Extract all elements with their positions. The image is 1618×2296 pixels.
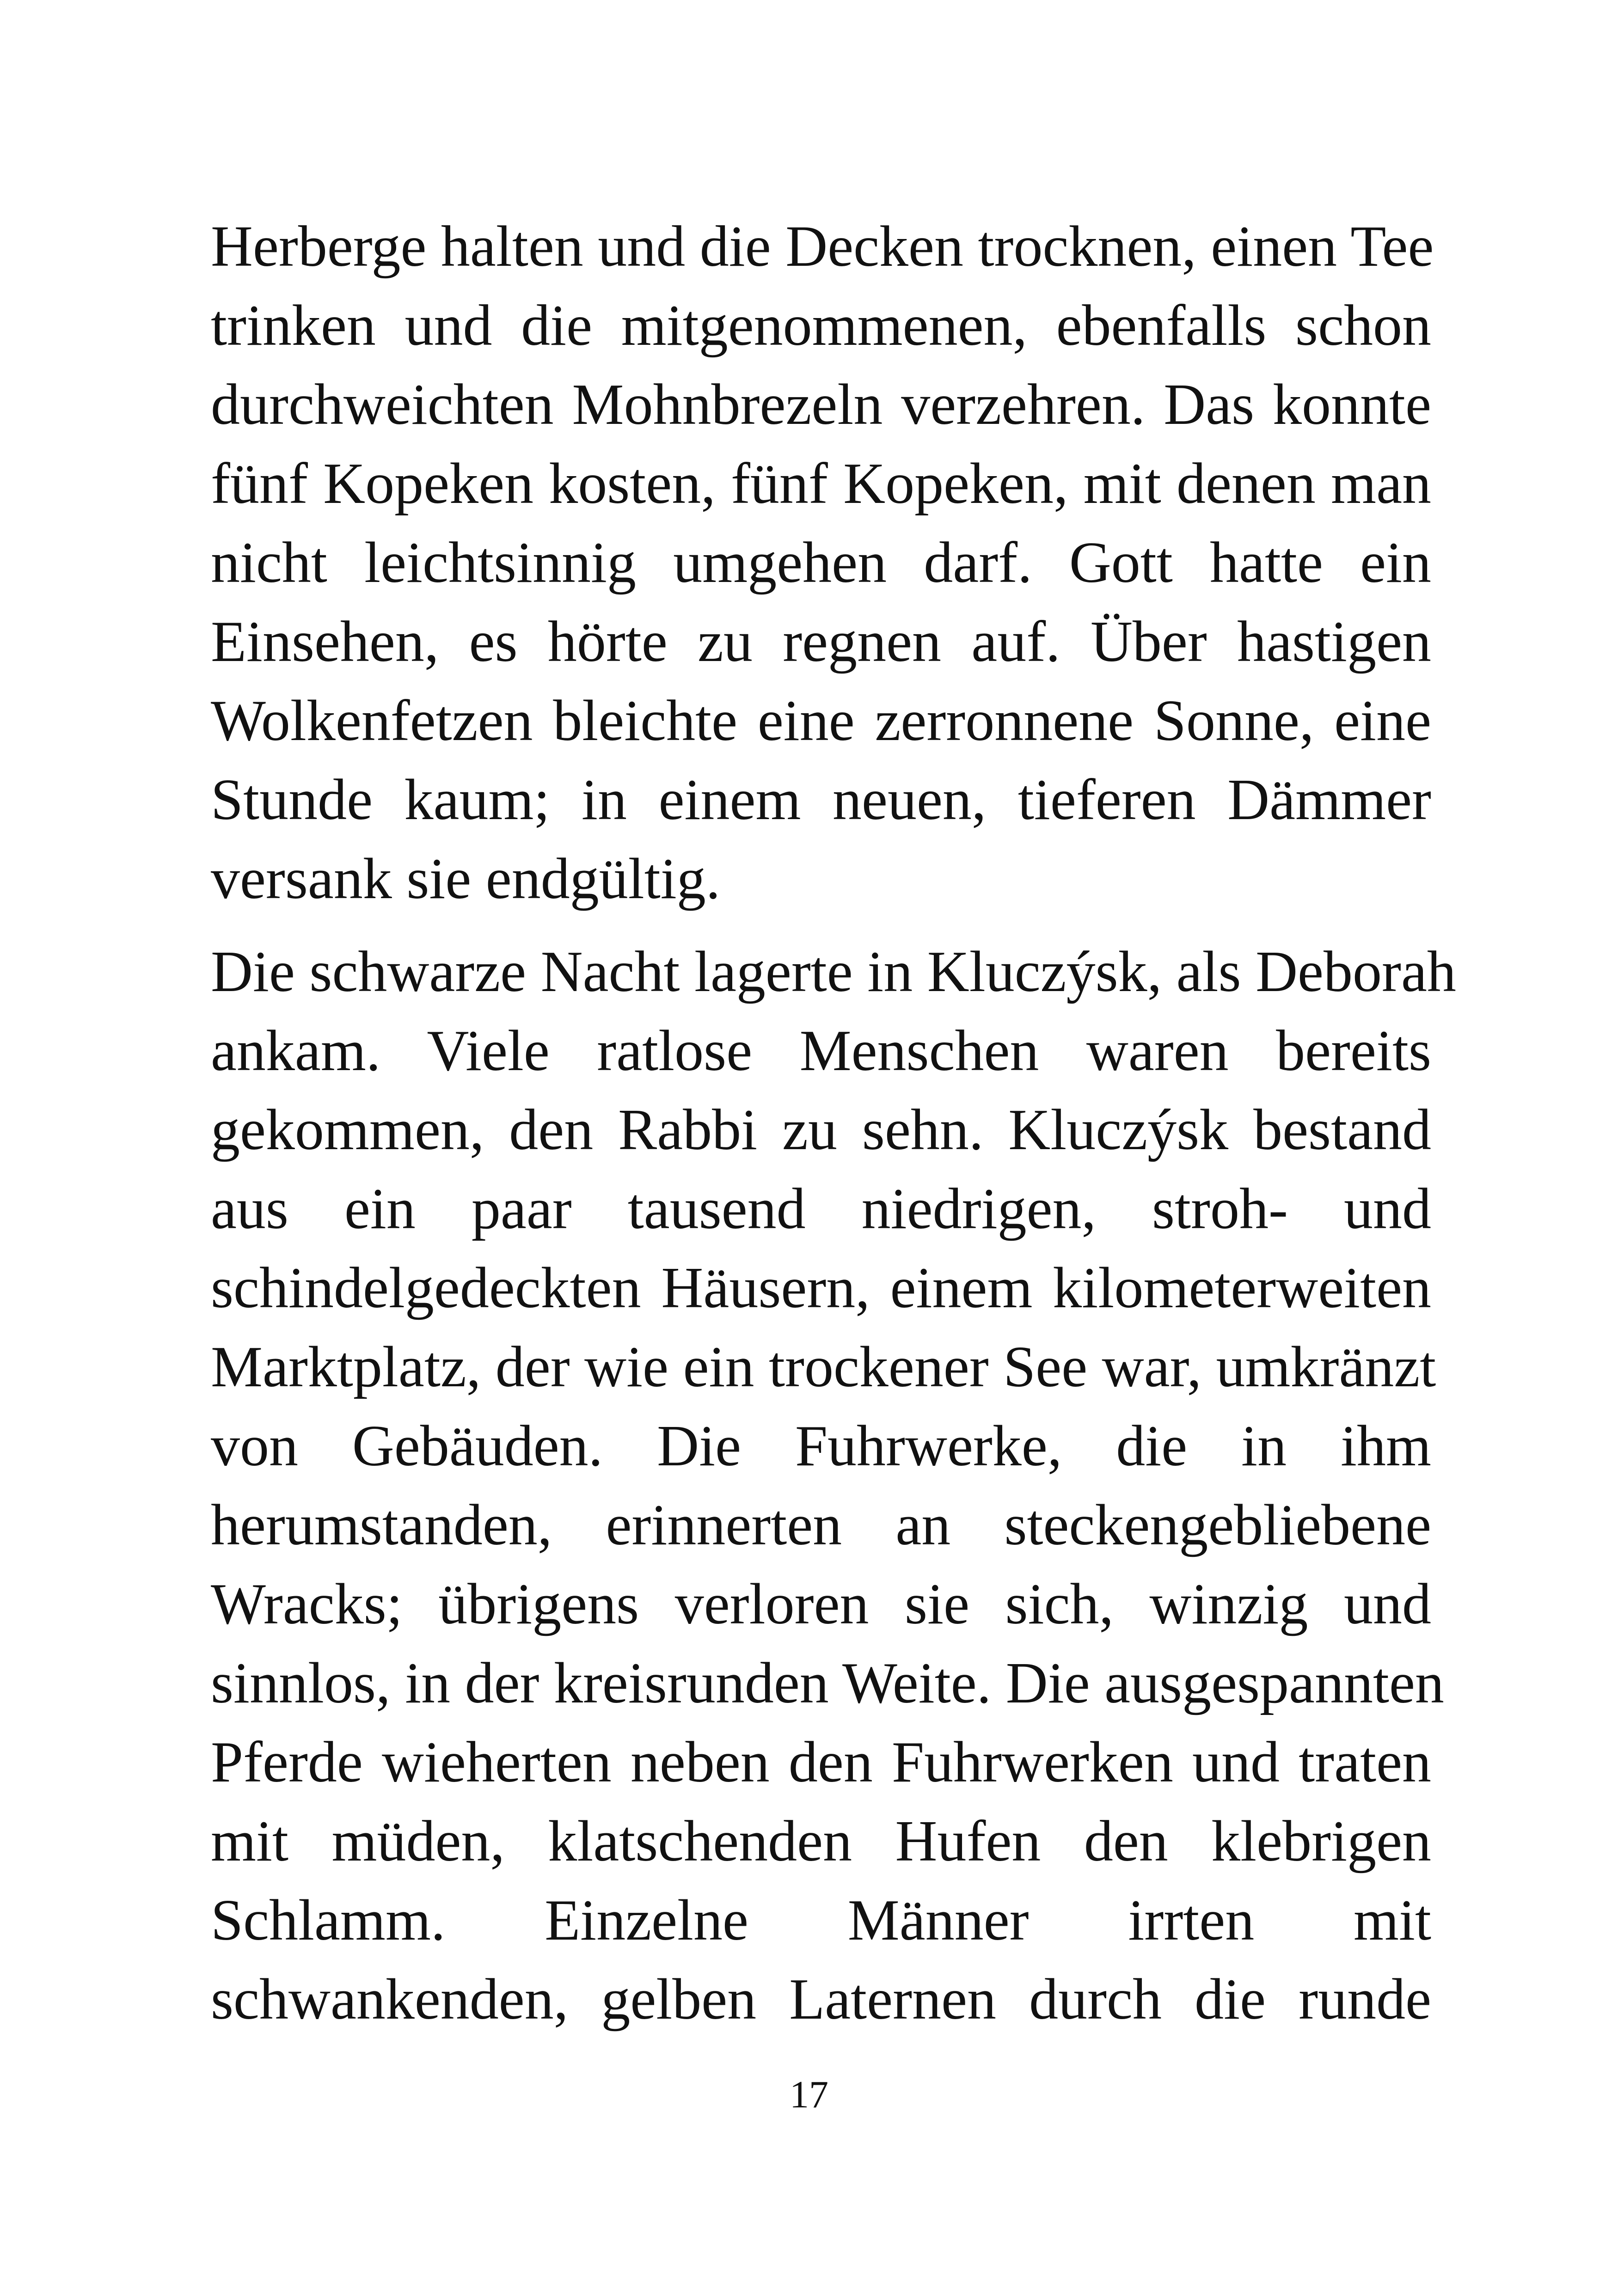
text-line: gekommen, den Rabbi zu sehn. Kluczýsk bestand (211, 1098, 1431, 1162)
text-line: Wracks; übrigens verloren sie sich, winzig und (211, 1572, 1431, 1636)
text-line: aus ein paar tausend niedrigen, stroh- und (211, 1177, 1431, 1241)
text-line: Stunde kaum; in einem neuen, tieferen Dämmer (211, 768, 1431, 832)
text-line: Einsehen, es hörte zu regnen auf. Über hastigen (211, 610, 1431, 674)
text-line: trinken und die mitgenommenen, ebenfalls schon (211, 294, 1431, 358)
text-line: Schlamm. Einzelne Männer irrten mit (211, 1888, 1431, 1953)
text-line: Herberge halten und die Decken trocknen, einen Tee (211, 214, 1434, 279)
page-number: 17 (790, 2073, 828, 2116)
text-line: nicht leichtsinnig umgehen darf. Gott hatte ein (211, 531, 1431, 595)
text-line: Die schwarze Nacht lagerte in Kluczýsk, als Deborah (211, 940, 1456, 1004)
text-line: versank sie endgültig. (211, 847, 721, 911)
paragraph-2 (211, 932, 1456, 2039)
paragraph-1 (211, 207, 1434, 918)
text-line: durchweichten Mohnbrezeln verzehren. Das konnte (211, 373, 1431, 437)
text-line: sinnlos, in der kreisrunden Weite. Die ausgespannten (211, 1651, 1444, 1715)
text-line: ankam. Viele ratlose Menschen waren bereits (211, 1019, 1431, 1083)
text-line: Marktplatz, der wie ein trockener See war, umkränzt (211, 1335, 1436, 1399)
text-line: fünf Kopeken kosten, fünf Kopeken, mit denen man (211, 452, 1431, 516)
text-line: mit müden, klatschenden Hufen den klebrigen (211, 1809, 1431, 1874)
text-line: Wolkenfetzen bleichte eine zerronnene Sonne, eine (211, 689, 1431, 753)
text-line: schindelgedeckten Häusern, einem kilometerweiten (211, 1256, 1431, 1320)
text-line: von Gebäuden. Die Fuhrwerke, die in ihm (211, 1414, 1431, 1478)
text-line: herumstanden, erinnerten an steckengebliebene (211, 1493, 1431, 1557)
body-text (211, 207, 1456, 2039)
text-line: Pferde wieherten neben den Fuhrwerken und traten (211, 1730, 1431, 1794)
text-line: schwankenden, gelben Laternen durch die runde (211, 1967, 1431, 2032)
